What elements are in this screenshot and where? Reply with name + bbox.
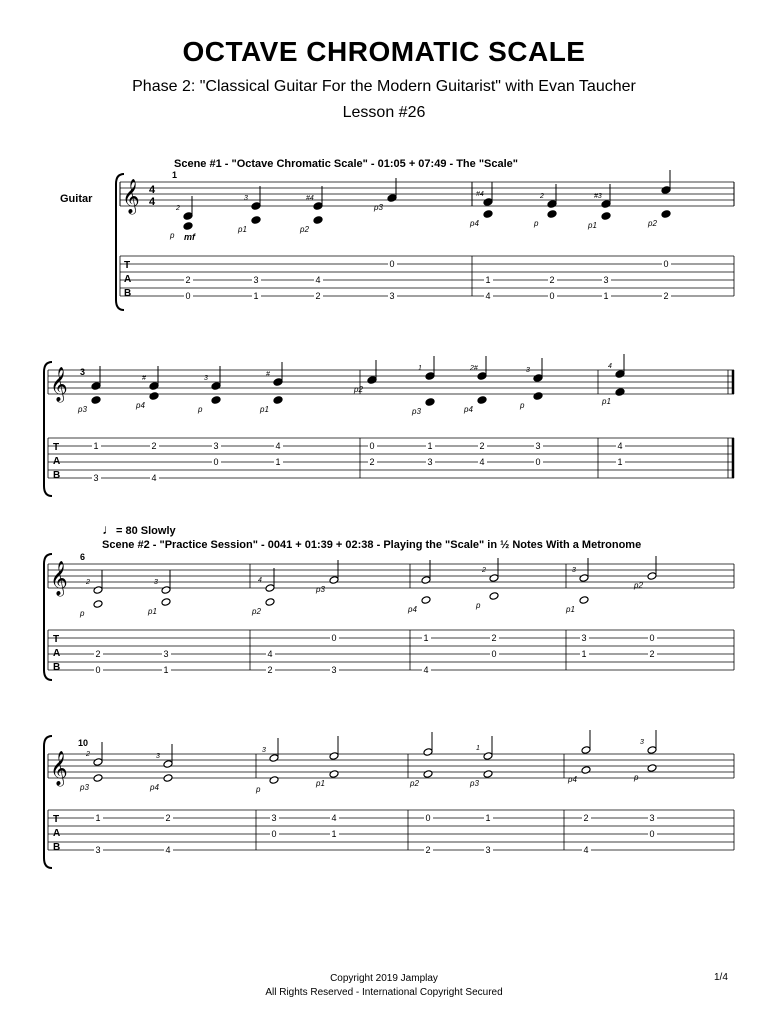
note-head <box>615 388 625 397</box>
right-hand-fingering: p3 <box>374 203 383 212</box>
right-hand-fingering: p3 <box>412 407 421 416</box>
tab-number: 2 <box>425 845 431 855</box>
tab-letter-b: B <box>53 662 61 673</box>
time-signature-top: 4 <box>149 184 156 196</box>
right-hand-fingering: p2 <box>634 581 643 590</box>
instrument-label: Guitar <box>60 193 93 205</box>
right-hand-fingering: p4 <box>470 219 479 228</box>
tab-number: 3 <box>271 813 277 823</box>
tab-number: 3 <box>93 473 99 483</box>
tab-letter-t: T <box>53 634 60 645</box>
fingering-label: #4 <box>476 191 484 198</box>
fingering-label: 4 <box>608 363 612 370</box>
note-head <box>547 200 557 209</box>
note-head <box>161 598 171 607</box>
tab-number: 2 <box>649 649 655 659</box>
note-head <box>211 382 221 391</box>
note-head <box>483 210 493 219</box>
right-hand-fingering: p <box>80 609 85 618</box>
right-hand-fingering: p2 <box>354 385 363 394</box>
note-head <box>579 596 589 605</box>
tab-number: 3 <box>649 813 655 823</box>
note-head <box>533 392 543 401</box>
tab-number: 0 <box>331 633 337 643</box>
note-head <box>661 186 671 195</box>
fingering-label: #4 <box>306 195 314 202</box>
measure-number: 1 <box>172 170 178 180</box>
fingering-label: 3 <box>640 739 644 746</box>
fingering-label: 2 <box>176 205 180 212</box>
notes <box>169 170 671 301</box>
fingering-label: #3 <box>594 193 602 200</box>
tab-number: 1 <box>617 457 623 467</box>
notes <box>79 556 657 675</box>
fingering-label: 1 <box>418 365 422 372</box>
tab-number: 3 <box>485 845 491 855</box>
system-4 <box>44 730 734 868</box>
note-head <box>483 770 493 779</box>
note-head <box>251 216 261 225</box>
right-hand-fingering: p1 <box>260 405 269 414</box>
tab-number: 0 <box>649 633 655 643</box>
tab-number: 2 <box>549 275 555 285</box>
note-head <box>149 392 159 401</box>
tab-number: 2 <box>95 649 101 659</box>
copyright-text: Copyright 2019 Jamplay <box>330 973 438 984</box>
tab-number: 1 <box>581 649 587 659</box>
tempo-text: = 80 Slowly <box>116 525 176 537</box>
tab-number: 1 <box>427 441 433 451</box>
right-hand-fingering: p1 <box>588 221 597 230</box>
tab-number: 2 <box>151 441 157 451</box>
system-3 <box>44 552 734 680</box>
tab-number: 0 <box>491 649 497 659</box>
note-head <box>251 202 261 211</box>
right-hand-fingering: p1 <box>238 225 247 234</box>
note-head <box>647 572 657 581</box>
note-head <box>601 200 611 209</box>
fingering-label: 2 <box>482 567 486 574</box>
note-head <box>423 748 433 757</box>
lesson-number: Lesson #26 <box>342 104 426 121</box>
note-head <box>183 212 193 221</box>
tab-number: 2 <box>185 275 191 285</box>
scene-1-label: Scene #1 - "Octave Chromatic Scale" - 01:05 + 07:49 - The "Scale" <box>174 158 518 170</box>
right-hand-fingering: p1 <box>602 397 611 406</box>
fingering-label: # <box>142 375 146 382</box>
tab-letter-a: A <box>124 274 132 285</box>
treble-clef-icon: 𝄞 <box>122 180 140 213</box>
note-head <box>533 374 543 383</box>
tab-number: 1 <box>275 457 281 467</box>
note-head <box>93 758 103 767</box>
dynamic-mark: mf <box>184 232 195 242</box>
page-title: OCTAVE CHROMATIC SCALE <box>182 36 586 67</box>
tab-letter-a: A <box>53 456 61 467</box>
note-head <box>93 600 103 609</box>
tab-letter-t: T <box>53 442 60 453</box>
tab-number: 1 <box>603 291 609 301</box>
tab-letter-a: A <box>53 648 61 659</box>
right-hand-fingering: p2 <box>300 225 309 234</box>
note-head <box>329 770 339 779</box>
tab-number: 2 <box>165 813 171 823</box>
note-head <box>329 576 339 585</box>
fingering-label: 1 <box>476 745 480 752</box>
note-head <box>483 752 493 761</box>
note-head <box>477 396 487 405</box>
tab-letter-b: B <box>124 288 132 299</box>
fingering-label: 3 <box>204 375 208 382</box>
tab-number: 3 <box>535 441 541 451</box>
time-signature-bottom: 4 <box>149 196 156 208</box>
right-hand-fingering: p4 <box>568 775 577 784</box>
staff-lines <box>120 182 734 206</box>
right-hand-fingering: p <box>634 773 639 782</box>
right-hand-fingering: p3 <box>316 585 325 594</box>
note-head <box>163 760 173 769</box>
tab-number: 2 <box>369 457 375 467</box>
tab-number: 4 <box>267 649 273 659</box>
note-head <box>483 198 493 207</box>
notes <box>79 730 657 855</box>
tab-number: 0 <box>389 259 395 269</box>
right-hand-fingering: p4 <box>408 605 417 614</box>
tab-number: 4 <box>331 813 337 823</box>
note-head <box>273 378 283 387</box>
note-head <box>161 586 171 595</box>
tab-letter-t: T <box>53 814 60 825</box>
right-hand-fingering: p4 <box>150 783 159 792</box>
tab-number: 0 <box>185 291 191 301</box>
note-head <box>661 210 671 219</box>
note-head <box>489 574 499 583</box>
note-head <box>387 194 397 203</box>
tab-number: 3 <box>427 457 433 467</box>
right-hand-fingering: p <box>476 601 481 610</box>
note-head <box>647 746 657 755</box>
fingering-label: 3 <box>262 747 266 754</box>
note-head <box>91 396 101 405</box>
tab-number: 1 <box>485 275 491 285</box>
note-head <box>273 396 283 405</box>
note-head <box>91 382 101 391</box>
tab-number: 2 <box>267 665 273 675</box>
right-hand-fingering: p1 <box>316 779 325 788</box>
tab-number: 0 <box>95 665 101 675</box>
tab-number: 4 <box>485 291 491 301</box>
tab-number: 0 <box>549 291 555 301</box>
fingering-label: 2 <box>86 751 90 758</box>
scene-2-label: Scene #2 - "Practice Session" - 0041 + 01:39 + 02:38 - Playing the "Scale" in ½ Notes With a Metronome <box>102 539 642 551</box>
tab-number: 0 <box>271 829 277 839</box>
measure-number: 3 <box>80 367 86 377</box>
right-hand-fingering: p3 <box>78 405 87 414</box>
tab-number: 4 <box>617 441 623 451</box>
note-head <box>93 586 103 595</box>
measure-number: 10 <box>78 738 89 748</box>
tab-number: 0 <box>649 829 655 839</box>
tab-number: 4 <box>423 665 429 675</box>
note-head <box>265 598 275 607</box>
system-1 <box>116 170 734 310</box>
tab-number: 3 <box>603 275 609 285</box>
treble-clef-icon: 𝄞 <box>50 562 68 595</box>
tab-number: 1 <box>253 291 259 301</box>
note-head <box>421 596 431 605</box>
fingering-label: 2 <box>540 193 544 200</box>
tab-number: 0 <box>213 457 219 467</box>
tab-number: 1 <box>95 813 101 823</box>
tab-number: 3 <box>213 441 219 451</box>
right-hand-fingering: p <box>520 401 525 410</box>
tab-number: 3 <box>95 845 101 855</box>
note-head <box>601 212 611 221</box>
note-head <box>93 774 103 783</box>
note-head <box>265 584 275 593</box>
notes <box>77 354 625 483</box>
note-head <box>579 574 589 583</box>
fingering-label: 3 <box>156 753 160 760</box>
note-head <box>329 752 339 761</box>
tab-number: 4 <box>583 845 589 855</box>
note-head <box>489 592 499 601</box>
tab-letter-b: B <box>53 470 61 481</box>
tab-number: 1 <box>93 441 99 451</box>
system-2 <box>44 354 734 496</box>
note-head <box>211 396 221 405</box>
note-head <box>547 210 557 219</box>
note-head <box>313 202 323 211</box>
rights-text: All Rights Reserved - International Copyright Secured <box>265 987 503 998</box>
note-head <box>425 372 435 381</box>
right-hand-fingering: p2 <box>648 219 657 228</box>
note-head <box>367 376 377 385</box>
note-head <box>183 222 193 231</box>
note-head <box>647 764 657 773</box>
tab-number: 2 <box>491 633 497 643</box>
right-hand-fingering: p4 <box>464 405 473 414</box>
tab-number: 4 <box>165 845 171 855</box>
right-hand-fingering: p3 <box>470 779 479 788</box>
fingering-label: 3 <box>154 579 158 586</box>
tab-number: 4 <box>151 473 157 483</box>
tab-number: 0 <box>369 441 375 451</box>
fingering-label: 3 <box>572 567 576 574</box>
tab-staff <box>120 256 734 296</box>
page-subtitle: Phase 2: "Classical Guitar For the Modern Guitarist" with Evan Taucher <box>132 78 636 95</box>
fingering-label: 3 <box>244 195 248 202</box>
note-head <box>163 774 173 783</box>
right-hand-fingering: p2 <box>252 607 261 616</box>
tab-letter-t: T <box>124 260 131 271</box>
tab-number: 1 <box>331 829 337 839</box>
fingering-label: 2# <box>470 365 478 372</box>
fingering-label: 3 <box>526 367 530 374</box>
note-head <box>477 372 487 381</box>
right-hand-fingering: p <box>198 405 203 414</box>
note-head <box>313 216 323 225</box>
right-hand-fingering: p <box>256 785 261 794</box>
note-head <box>421 576 431 585</box>
tab-number: 3 <box>253 275 259 285</box>
tab-number: 2 <box>663 291 669 301</box>
right-hand-fingering: p <box>170 231 175 240</box>
right-hand-fingering: p3 <box>80 783 89 792</box>
fingering-label: # <box>266 371 270 378</box>
tab-number: 2 <box>479 441 485 451</box>
tab-number: 0 <box>535 457 541 467</box>
note-head <box>423 770 433 779</box>
fingering-label: 4 <box>258 577 262 584</box>
tab-letter-b: B <box>53 842 61 853</box>
page-number: 1/4 <box>714 972 728 983</box>
tab-number: 4 <box>479 457 485 467</box>
tab-number: 1 <box>163 665 169 675</box>
tab-number: 1 <box>485 813 491 823</box>
treble-clef-icon: 𝄞 <box>50 368 68 401</box>
tab-number: 1 <box>423 633 429 643</box>
tab-number: 3 <box>163 649 169 659</box>
quarter-note-icon: ♩ <box>102 521 116 537</box>
tab-number: 3 <box>581 633 587 643</box>
tab-letter-a: A <box>53 828 61 839</box>
tab-number: 0 <box>425 813 431 823</box>
tab-number: 2 <box>315 291 321 301</box>
fingering-label: 2 <box>86 579 90 586</box>
tab-number: 3 <box>389 291 395 301</box>
right-hand-fingering: p1 <box>566 605 575 614</box>
note-head <box>581 766 591 775</box>
note-head <box>425 398 435 407</box>
note-head <box>615 370 625 379</box>
note-head <box>581 746 591 755</box>
right-hand-fingering: p <box>534 219 539 228</box>
tab-number: 4 <box>315 275 321 285</box>
right-hand-fingering: p2 <box>410 779 419 788</box>
footer <box>0 972 768 1000</box>
note-head <box>269 776 279 785</box>
right-hand-fingering: p4 <box>136 401 145 410</box>
tab-number: 4 <box>275 441 281 451</box>
note-head <box>269 754 279 763</box>
tab-number: 0 <box>663 259 669 269</box>
tab-number: 2 <box>583 813 589 823</box>
tab-number: 3 <box>331 665 337 675</box>
note-head <box>149 382 159 391</box>
treble-clef-icon: 𝄞 <box>50 752 68 785</box>
right-hand-fingering: p1 <box>148 607 157 616</box>
measure-number: 6 <box>80 552 86 562</box>
